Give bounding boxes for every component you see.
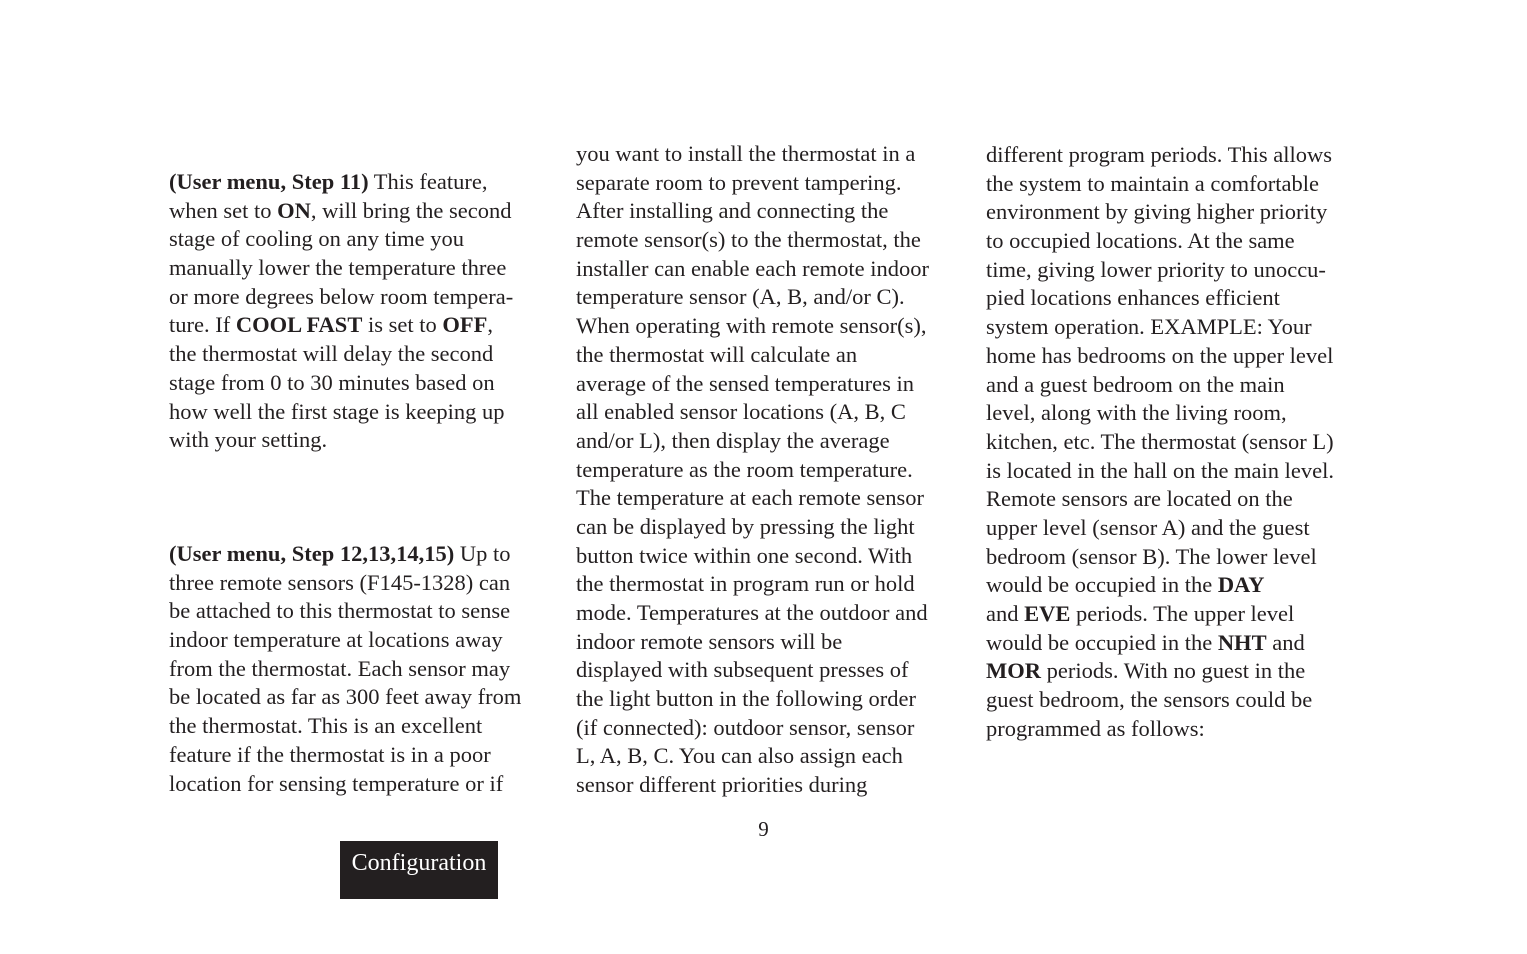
text-line [169,683,521,712]
text-line [169,741,521,770]
text-line [169,340,513,369]
text-run: and a guest bedroom on the main [986,371,1285,397]
text-run: when set to [169,197,278,223]
text-line [576,656,929,685]
text-run: The temperature at each remote sensor [576,485,924,511]
text-run: temperature as the room temperature. [576,456,913,482]
text-line [169,540,521,569]
text-run: remote sensor(s) to the thermostat, the [576,227,921,253]
text-run: the thermostat will calculate an [576,341,858,367]
text-run: periods. With no guest in the [1041,658,1306,684]
text-run: different program periods. This allows [986,142,1332,167]
text-line [986,170,1334,199]
text-line [576,312,929,341]
text-line [986,457,1334,486]
text-line [986,543,1334,572]
text-run: location for sensing temperature or if [169,770,504,796]
bold-term: OFF [442,312,488,338]
text-line [169,569,521,598]
text-line [576,427,929,456]
text-run: all enabled sensor locations (A, B, C [576,399,906,425]
text-run: is located in the hall on the main level. [986,457,1335,483]
text-run: feature if the thermostat is in a poor [169,741,491,767]
text-line [576,771,929,800]
text-line [986,399,1334,428]
text-line [576,570,929,599]
text-line [576,742,929,771]
text-line [576,513,929,542]
text-run: you want to install the thermostat in a [576,141,916,166]
text-run: , will bring the second [310,197,512,223]
text-line [169,626,521,655]
text-run: the thermostat. This is an excellent [169,713,483,739]
text-line [169,426,513,455]
bold-term: (User menu, Step 12,13,14,15) [169,541,455,566]
text-run: installer can enable each remote indoor [576,255,929,281]
text-line [576,398,929,427]
text-line [986,227,1334,256]
text-line [576,169,929,198]
text-line [169,655,521,684]
text-run: the system to maintain a comfortable [986,170,1320,196]
text-line [576,456,929,485]
text-line [169,311,513,340]
text-run: three remote sensors (F145-1328) can [169,569,511,595]
text-line [169,712,521,741]
text-line [986,657,1334,686]
text-line [576,714,929,743]
text-run: L, A, B, C. You can also assign each [576,743,903,769]
text-run: and [1266,629,1305,655]
text-line [169,369,513,398]
text-run: pied locations enhances efficient [986,285,1280,311]
text-run: separate room to prevent tampering. [576,169,902,195]
remote-sensors-continued-paragraph [576,140,929,800]
bold-term: MOR [986,658,1041,684]
text-line [576,341,929,370]
cool-fast-paragraph [169,168,513,455]
text-line [169,254,513,283]
text-run: Up to [454,541,511,566]
text-run: This feature, [368,169,488,194]
text-run: upper level (sensor A) and the guest [986,514,1310,540]
text-line [986,198,1334,227]
text-line [986,715,1334,744]
text-line [986,600,1334,629]
text-line [169,197,513,226]
text-line [169,597,521,626]
text-run: displayed with subsequent presses of [576,657,909,683]
text-line [986,571,1334,600]
text-line [576,685,929,714]
text-run: can be displayed by pressing the light [576,513,915,539]
text-run: sensor different priorities during [576,772,868,798]
text-run: mode. Temperatures at the outdoor and [576,600,928,625]
text-run: bedroom (sensor B). The lower level [986,543,1317,569]
text-run: average of the sensed temperatures in [576,370,914,396]
text-run: time, giving lower priority to unoccu- [986,256,1326,282]
bold-term: (User menu, Step 11) [169,169,369,194]
remote-sensors-paragraph [169,540,521,798]
text-run: ture. If [169,312,236,338]
bold-term: NHT [1217,629,1267,655]
text-run: When operating with remote sensor(s), [576,313,927,339]
sensor-priority-paragraph [986,141,1334,743]
text-run: stage from 0 to 30 minutes based on [169,369,495,395]
text-run: , [487,312,493,338]
text-line [986,313,1334,342]
text-run: and/or L), then display the average [576,427,890,453]
text-run: and [986,601,1025,626]
text-run: the thermostat in program run or hold [576,571,915,597]
text-run: manually lower the temperature three [169,255,507,281]
text-line [169,770,521,799]
text-line [576,599,929,628]
text-run: be attached to this thermostat to sense [169,598,511,624]
text-run: Remote sensors are located on the [986,486,1293,512]
text-line [986,342,1334,371]
text-run: would be occupied in the [986,629,1218,655]
text-line [986,371,1334,400]
text-run: system operation. EXAMPLE: Your [986,314,1312,340]
text-run: to occupied locations. At the same [986,228,1295,254]
bold-term: ON [277,197,311,223]
text-run: indoor remote sensors will be [576,628,843,654]
text-line [169,168,513,197]
text-line [986,284,1334,313]
text-line [576,197,929,226]
text-line [986,141,1334,170]
text-run: how well the first stage is keeping up [169,398,505,424]
configuration-section-tab: Configuration [340,841,498,899]
text-line [576,140,929,169]
text-line [169,398,513,427]
text-run: the light button in the following order [576,686,916,712]
text-run: from the thermostat. Each sensor may [169,655,511,681]
text-line [169,283,513,312]
text-line [986,514,1334,543]
page-number: 9 [758,817,769,841]
text-run: with your setting. [169,427,328,453]
text-line [576,226,929,255]
text-run: button twice within one second. With [576,542,913,568]
bold-term: DAY [1217,572,1265,598]
text-line [986,428,1334,457]
text-run: home has bedrooms on the upper level [986,342,1334,368]
text-run: be located as far as 300 feet away from [169,684,522,710]
text-line [576,542,929,571]
text-run: environment by giving higher priority [986,199,1328,225]
text-run: level, along with the living room, [986,400,1287,426]
text-run: kitchen, etc. The thermostat (sensor L) [986,428,1334,454]
text-run: is set to [362,312,443,338]
text-run: After installing and connecting the [576,198,889,224]
text-run: periods. The upper level [1070,601,1295,626]
text-line [576,628,929,657]
text-run: programmed as follows: [986,715,1205,741]
text-run: stage of cooling on any time you [169,226,464,252]
text-run: (if connected): outdoor sensor, sensor [576,714,915,740]
text-line [576,484,929,513]
text-line [986,686,1334,715]
text-run: guest bedroom, the sensors could be [986,687,1313,713]
text-line [576,255,929,284]
text-line [986,485,1334,514]
bold-term: EVE [1024,601,1071,626]
bold-term: COOL FAST [235,312,363,338]
text-line [576,370,929,399]
text-line [986,256,1334,285]
text-run: temperature sensor (A, B, and/or C). [576,284,905,310]
text-line [576,283,929,312]
text-run: the thermostat will delay the second [169,341,494,367]
text-run: or more degrees below room tempera- [169,283,514,309]
text-run: would be occupied in the [986,572,1218,598]
text-line [169,225,513,254]
text-run: indoor temperature at locations away [169,627,503,653]
text-line [986,629,1334,658]
